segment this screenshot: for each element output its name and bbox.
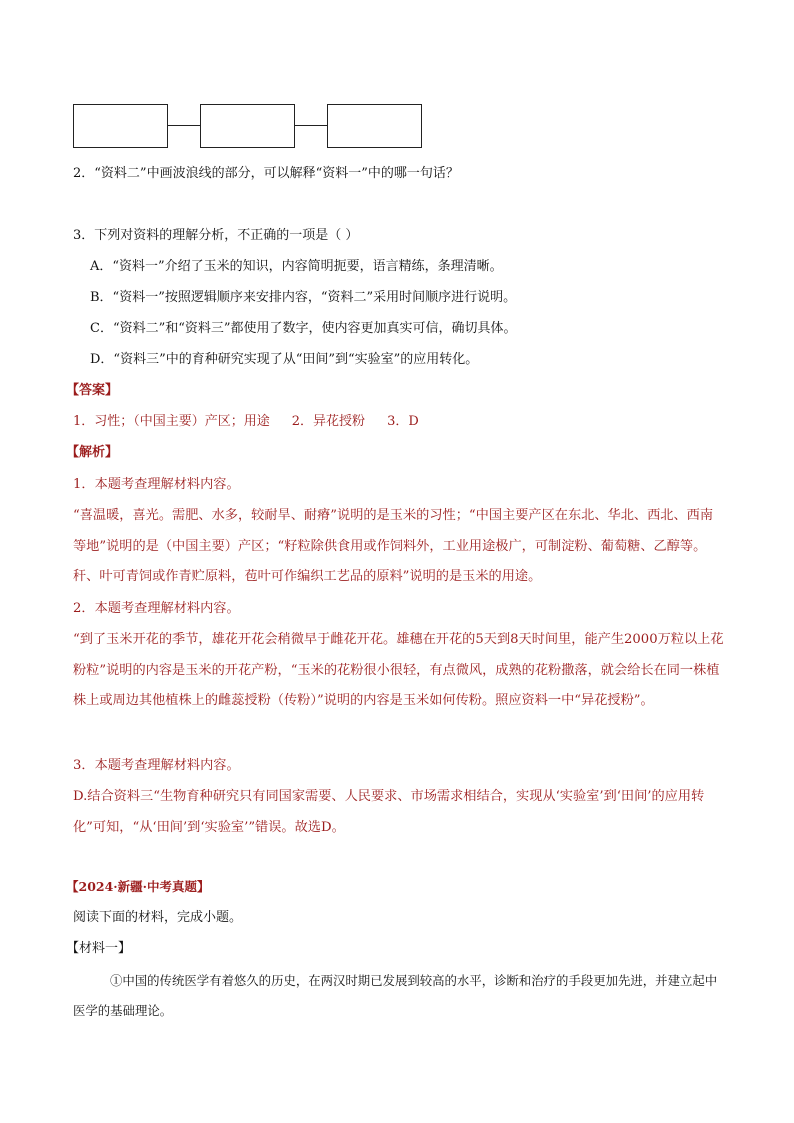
analysis-heading: 【解析】 [66,445,119,460]
question-3-stem: 3．下列对资料的理解分析，不正确的一项是（ ） [73,228,359,243]
flow-box-2 [200,104,295,148]
next-instruction: 阅读下面的材料，完成小题。 [73,910,243,925]
question-3-option-d: D．“资料三”中的育种研究实现了从“田间”到“实验室”的应用转化。 [90,352,479,367]
analysis-2-title: 2．本题考查理解材料内容。 [73,601,240,616]
answer-1: 1．习性；（中国主要）产区；用途 [73,414,270,429]
flow-connector-1 [168,125,200,126]
analysis-1-title: 1．本题考查理解材料内容。 [73,477,240,492]
question-3-option-b: B．“资料一”按照逻辑顺序来安排内容，“资料二”采用时间顺序进行说明。 [90,290,517,305]
analysis-3-body: D.结合资料三“生物育种研究只有同国家需要、人民要求、市场需求相结合，实现从‘实验室’到‘田间’的应用转化”可知，“从‘田间’到‘实验室’”错误。故选D。 [73,788,705,835]
answer-3: 3．D [387,414,419,429]
analysis-section-3 [73,751,725,843]
question-3-option-c: C．“资料二”和“资料三”都使用了数字，使内容更加真实可信，确切具体。 [90,321,517,336]
answer-heading: 【答案】 [66,383,119,398]
flow-box-1 [73,104,168,148]
answer-2: 2．异花授粉 [291,414,366,429]
analysis-section-2 [73,594,725,717]
question-2: 2．“资料二”中画波浪线的部分，可以解释“资料一”中的哪一句话？ [73,166,459,181]
material-label: 【材料一】 [66,941,132,956]
material-1-paragraph: ①中国的传统医学有着悠久的历史，在两汉时期已发展到较高的水平，诊断和治疗的手段更加先进，并建立起中医学的基础理论。 [73,973,718,1018]
analysis-2-body: “到了玉米开花的季节，雄花开花会稍微早于雌花开花。雄穗在开花的5天到8天时间里，能产生2000万粒以上花粉粒”说明的内容是玉米的开花产粉，“玉米的花粉很小很轻，有点微风，成熟的花粉撒落，就会给长在同一株植株上或周边其他植株上的雌蕊授粉（传粉）”说明的内容是玉米如何传粉。照应资料一中“异花授粉”。 [73,631,724,709]
material-text [73,966,725,1026]
question-3-option-a: A．“资料一”介绍了玉米的知识，内容简明扼要，语言精练，条理清晰。 [90,259,503,274]
analysis-section-1 [73,470,725,593]
flow-box-3 [327,104,422,148]
flow-connector-2 [295,125,327,126]
answer-line [73,413,419,431]
flow-chart-blank [73,104,433,148]
analysis-3-title: 3．本题考查理解材料内容。 [73,758,240,773]
analysis-1-body: “喜温暖，喜光。需肥、水多，较耐旱、耐瘠”说明的是玉米的习性；“中国主要产区在东北、华北、西北、西南等地”说明的是（中国主要）产区；“籽粒除供食用或作饲料外，工业用途极广，可制淀粉、葡萄糖、乙醇等。秆、叶可青饲或作青贮原料，苞叶可作编织工艺品的原料”说明的是玉米的用途。 [73,507,714,585]
next-question-source: 【2024·新疆·中考真题】 [66,879,210,894]
